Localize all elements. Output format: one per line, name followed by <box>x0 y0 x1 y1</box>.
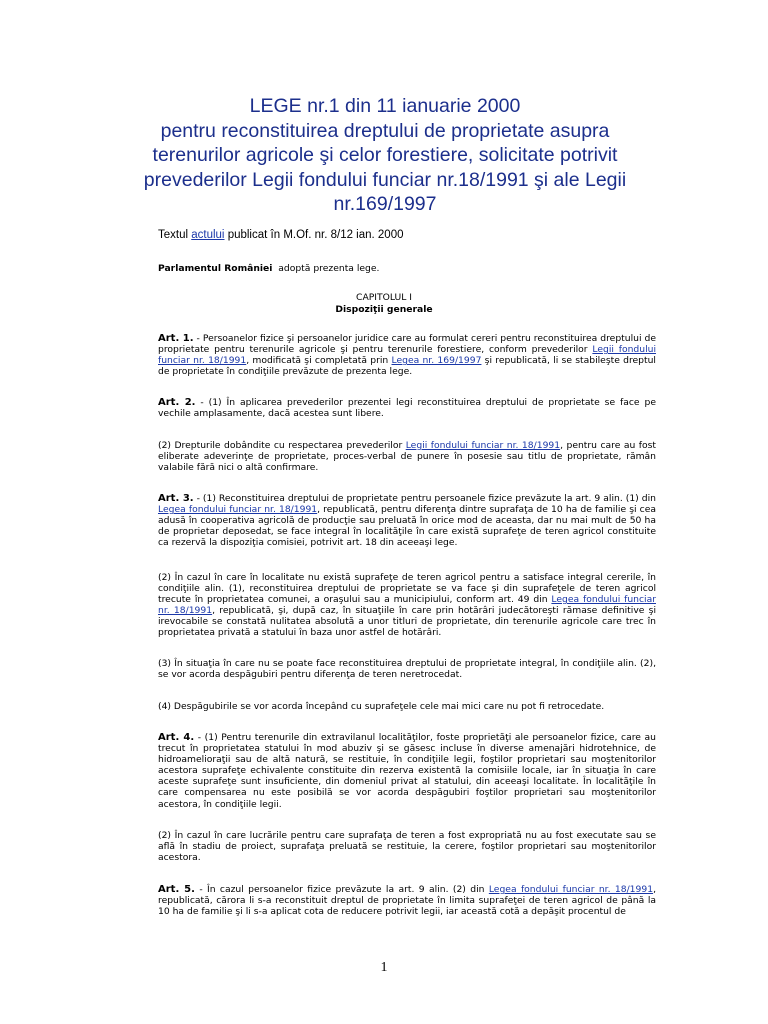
title-line: terenurilor agricole şi celor forestiere, solicitate potrivit <box>152 144 618 166</box>
article-3-para-3: (3) În situaţia în care nu se poate face reconstituirea dreptului de proprietate integral, în condiţiile alin. (2), se vor acorda despăgubiri pentru diferenţa de teren neretrocedat. <box>158 658 656 681</box>
law-link[interactable]: Legii fondului funciar nr. 18/1991 <box>158 344 657 367</box>
law-link[interactable]: Legea fondului funciar nr. 18/1991 <box>158 594 656 617</box>
parliament-label: Parlamentul României <box>158 263 273 274</box>
article-4-para-2: (2) În cazul în care lucrările pentru care suprafaţa de teren a fost expropriată nu au fost executate sau se află în stadiu de proiect, suprafaţa preluată se restituie, la cerere, foştilor proprietari sau moştenitorilor acestora. <box>158 830 656 864</box>
law-link[interactable]: Legea fondului funciar nr. 18/1991 <box>488 884 654 895</box>
publication-note: Textul actului publicat în M.Of. nr. 8/12 ian. 2000 <box>158 229 404 241</box>
article-2: Art. 2. - (1) În aplicarea prevederilor prezentei legi reconstituirea dreptului de proprietate se face pe vechile amplasamente, dacă acestea sunt libere. <box>158 397 656 420</box>
law-link[interactable]: Legii fondului funciar nr. 18/1991 <box>405 440 561 451</box>
law-link[interactable]: Legea nr. 169/1997 <box>391 355 482 367</box>
title-line: pentru reconstituirea dreptului de proprietate asupra <box>160 119 610 142</box>
title-line: LEGE nr.1 din 11 ianuarie 2000 <box>249 95 521 117</box>
article-3-para-2: (2) În cazul în care în localitate nu există suprafeţe de teren agricol pentru a satisface integral cererile, în condiţiile alin. (1), reconstituirea dreptului de proprietate se va face şi din suprafeţele de teren agricol trecute în proprietatea comunei, a oraşului sau a municipiului, conform art. 49 din Legea fondului funciar nr. 18/1991, republicată, şi, după caz, în situaţiile în care prin hotărâri judecătoreşti rămase definitive şi irevocabile se constată nulitatea absolută a unor titluri de proprietate, din terenurile agricole care trec în proprietatea privată a statului în baza unor astfel de hotărâri. <box>158 572 657 639</box>
chapter-name: Dispoziţii generale <box>335 304 433 315</box>
article-2-para-2: (2) Drepturile dobândite cu respectarea prevederilor Legii fondului funciar nr. 18/1991, pentru care au fost eliberate adeverinţe de proprietate, proces-verbal de punere în posesie sau titlu de proprietate, rămân valabile fără nici o altă confirmare. <box>158 440 657 474</box>
document-title <box>120 94 650 217</box>
article-3-para-4: (4) Despăgubirile se vor acorda începând cu suprafeţele cele mai mici care nu pot fi retrocedate. <box>158 701 605 712</box>
act-link[interactable]: actului <box>191 229 225 241</box>
chapter-label: CAPITOLUL I <box>356 292 412 303</box>
page-number: 1 <box>380 960 388 975</box>
article-4: Art. 4. - (1) Pentru terenurile din extravilanul localităţilor, foste proprietăţi ale persoanelor fizice, care au trecut în proprietatea statului în mod abuziv şi se găsesc incluse în diverse amenajări hidrotehnice, de hidroamelioraţii sau de altă natură, se restituie, în condiţiile legii, foştilor proprietari sau moştenitorilor acestora suprafeţe echivalente constituite din rezerva existentă la comisiile locale, iar în situaţia în care aceste suprafeţe sunt insuficiente, din domeniul privat al statului, din aceeaşi localitate. În localităţile în care compensarea nu este posibilă se vor acorda despăgubiri foştilor proprietari sau moştenitorilor acestora, în condiţiile legii. <box>158 732 656 810</box>
title-line: nr.169/1997 <box>333 193 437 215</box>
title-line: prevederilor Legii fondului funciar nr.18/1991 şi ale Legii <box>143 168 627 191</box>
enactment-clause: Parlamentul României adoptă prezenta lege. <box>158 263 380 274</box>
article-5: Art. 5. - În cazul persoanelor fizice prevăzute la art. 9 alin. (2) din Legea fondului funciar nr. 18/1991, republicată, cărora li s-a reconstituit dreptul de proprietate în limita suprafeţei de teren agricol de până la 10 ha de familie şi li s-a aplicat cota de reducere potrivit legii, iar această cotă a depăşit procentul de <box>158 884 656 918</box>
law-link[interactable]: Legea fondului funciar nr. 18/1991 <box>158 504 318 516</box>
article-3: Art. 3. - (1) Reconstituirea dreptului de proprietate pentru persoanele fizice prevăzute la art. 9 alin. (1) din Legea fondului funciar nr. 18/1991, republicată, pentru diferenţa dintre suprafaţa de 10 ha de familie şi cea adusă în cooperativa agricolă de producţie sau preluată în orice mod de aceasta, dar nu mai mult de 50 ha de proprietar deposedat, se face integral în localităţile în care există suprafeţe de teren agricol constituite ca rezervă la dispoziţia comisiei, potrivit art. 18 din aceeaşi lege. <box>158 493 656 549</box>
article-1: Art. 1. - Persoanelor fizice şi persoanelor juridice care au formulat cereri pentru reconstituirea dreptului de proprietate pentru terenurile agricole şi pentru terenurile forestiere, conform prevederilor Legii fondului funciar nr. 18/1991, modificată şi completată prin Legea nr. 169/1997 şi republicată, li se stabileşte dreptul de proprietate în condiţiile prevăzute de prezenta lege. <box>158 333 657 378</box>
